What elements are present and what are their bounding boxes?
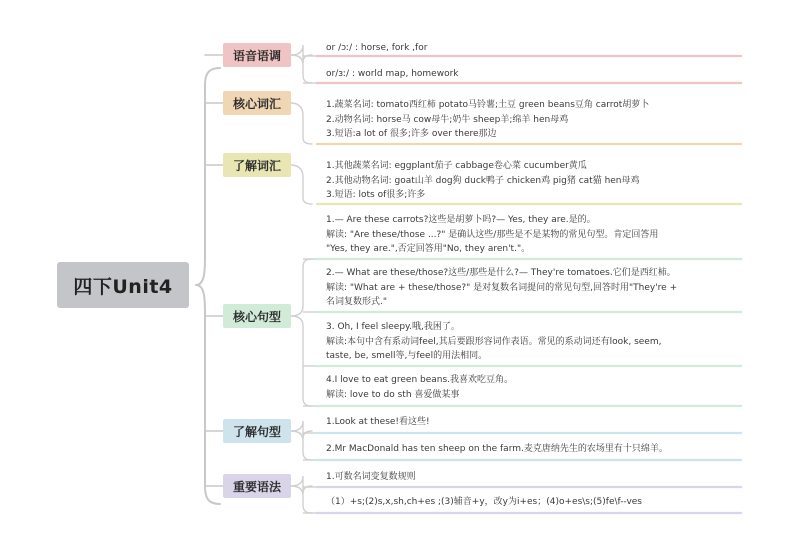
category-core: 核心句型 bbox=[223, 304, 291, 328]
brace-vocab bbox=[291, 103, 312, 144]
leaf-vocab-1 bbox=[326, 98, 649, 142]
leaf-line: 1.蔬菜名词: tomato西红柿 potato马铃薯;土豆 green beans豆角 carrot胡萝卜 bbox=[326, 100, 650, 110]
leaf-line: 1.可数名词变复数规则 bbox=[326, 472, 416, 482]
leaf-line: 1.Look at these!看这些! bbox=[326, 417, 430, 427]
leaf-line: 3.短语: lots of很多;许多 bbox=[326, 190, 426, 200]
brace-extra bbox=[291, 165, 312, 204]
leaf-line: 解读: "What are + these/those?" 是对复数名词提问的常见句型,回答时用"They're + bbox=[326, 282, 678, 293]
leaf-line: 2.Mr MacDonald has ten sheep on the farm.麦克唐纳先生的农场里有十只绵羊。 bbox=[326, 444, 668, 454]
leaf-line: 名词复数形式." bbox=[326, 297, 388, 307]
category-pron: 语音语调 bbox=[223, 43, 291, 67]
leaf-line: 4.I love to eat green beans.我喜欢吃豆角。 bbox=[326, 375, 514, 385]
leaf-pron-1 bbox=[326, 41, 427, 56]
category-extra: 了解词汇 bbox=[223, 153, 291, 177]
leaf-core-4 bbox=[326, 373, 513, 402]
leaf-pron-2 bbox=[326, 67, 459, 82]
category-vocab: 核心词汇 bbox=[223, 91, 291, 115]
leaf-core-1 bbox=[326, 213, 658, 257]
leaf-core-3 bbox=[326, 320, 661, 364]
leaf-line: 解读: love to do sth 喜爱做某事 bbox=[326, 389, 460, 400]
root-topic: 四下Unit4 bbox=[57, 262, 189, 308]
brace-bottom-pron bbox=[291, 55, 312, 83]
leaf-line: taste, be, smell等,与feel的用法相同。 bbox=[326, 351, 488, 361]
leaf-extra-1 bbox=[326, 159, 640, 203]
leaf-gram-1 bbox=[326, 470, 416, 485]
leaf-line: 解读: "Are these/those ...?" 是确认这些/那些是不是某物的常见句型。肯定回答用 bbox=[326, 229, 659, 240]
category-sent: 了解句型 bbox=[223, 419, 291, 443]
leaf-line: or/ɜː/ : world map, homework bbox=[326, 69, 459, 79]
brace-top-core bbox=[291, 259, 312, 316]
leaf-line: 1.其他蔬菜名词: eggplant茄子 cabbage卷心菜 cucumber黄瓜 bbox=[326, 161, 587, 171]
leaf-line: or /ɔː/ : horse, fork ,for bbox=[326, 43, 428, 53]
leaf-line: （1）+s;(2)s,x,sh,ch+es ;(3)辅音+y，改y为i+es；(4)o+es\s;(5)fe\f--ves bbox=[326, 497, 642, 507]
root-brace-bottom bbox=[196, 285, 220, 504]
brace-bottom-sent bbox=[291, 431, 312, 460]
leaf-line: 2.其他动物名词: goat山羊 dog狗 duck鸭子 chicken鸡 pig猪 cat猫 hen母鸡 bbox=[326, 175, 640, 186]
leaf-line: 3. Oh, I feel sleepy.哦,我困了。 bbox=[326, 322, 460, 332]
leaf-line: 解读:本句中含有系动词feel,其后要跟形容词作表语。常见的系动词还有look, seem, bbox=[326, 336, 662, 347]
leaf-line: 2.— What are these/those?这些/那些是什么?— They're tomatoes.它们是西红柿。 bbox=[326, 268, 676, 278]
leaf-sent-1 bbox=[326, 415, 430, 430]
brace-bottom-core bbox=[291, 316, 312, 406]
leaf-sent-2 bbox=[326, 442, 668, 457]
leaf-line: 1.— Are these carrots?这些是胡萝卜吗?— Yes, they are.是的。 bbox=[326, 215, 596, 225]
leaf-core-2 bbox=[326, 266, 677, 310]
category-gram: 重要语法 bbox=[223, 474, 291, 498]
brace-bottom-gram bbox=[291, 486, 312, 513]
leaf-gram-2 bbox=[326, 495, 642, 510]
leaf-line: 2.动物名词: horse马 cow母牛;奶牛 sheep羊;绵羊 hen母鸡 bbox=[326, 114, 569, 125]
leaf-line: "Yes, they are.",否定回答用"No, they aren't."。 bbox=[326, 244, 531, 254]
root-brace-top bbox=[196, 68, 220, 285]
leaf-line: 3.短语:a lot of 很多;许多 over there那边 bbox=[326, 129, 497, 139]
